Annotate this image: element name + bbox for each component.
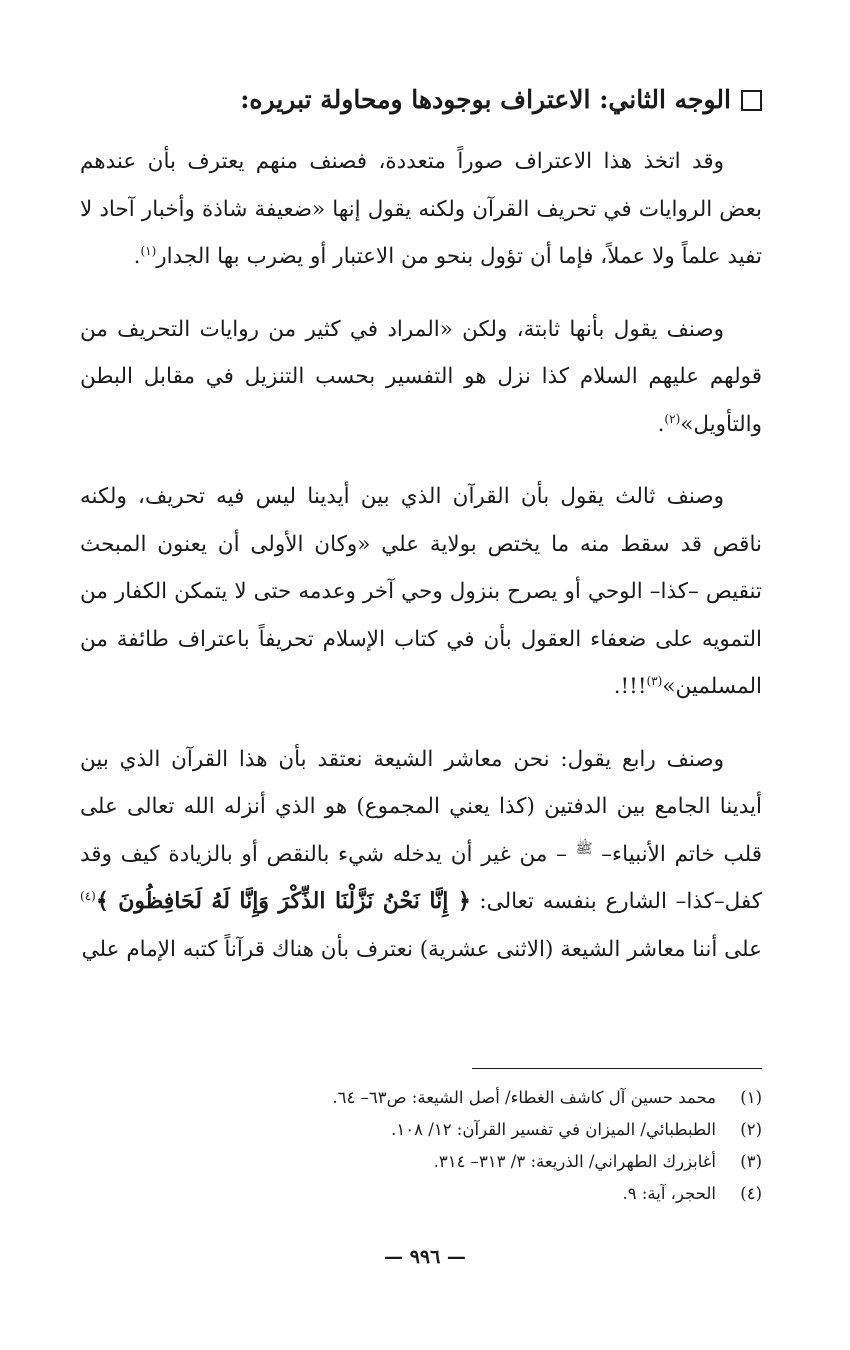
paragraph-3-text: وصنف ثالث يقول بأن القرآن الذي بين أيدينا ليس فيه تحريف، ولكنه ناقص قد سقط منه ما يختص بولاية علي «وكان الأولى أن يعنون المبحث تنقيص –كذا– الوحي أو يصرح بنزول وحي آخر وعدمه حتى لا يتمكن الكفار من التمويه على ضعفاء العقول بأن في كتاب الإسلام تحريفاً باعتراف طائفة من المسلمين» [80,484,762,699]
footnote-ref-1: (١) [140,243,157,258]
footnote-number: (٤) [740,1184,762,1203]
section-heading [82,80,762,120]
paragraph-1-text: وقد اتخذ هذا الاعتراف صوراً متعددة، فصنف منهم يعترف بأن عندهم بعض الروايات في تحريف القرآن ولكنه يقول إنها «ضعيفة شاذة وأخبار آحاد لا تفيد علماً ولا عملاً، فإما أن تؤول بنحو من الاعتبار أو يضرب بها الجدار [80,149,762,269]
paragraph-4-text-c: على أننا معاشر الشيعة (الاثنى عشرية) نعترف بأن هناك قرآناً كتبه الإمام علي [81,936,762,962]
footnote-separator [472,1068,762,1069]
footnote-item [80,1178,762,1210]
paragraph-2-text: وصنف يقول بأنها ثابتة، ولكن «المراد في كثير من روايات التحريف من قولهم عليهم السلام كذا نزل هو التفسير بحسب التنزيل في مقابل البطن والتأويل» [80,316,762,437]
paragraph-2-tail: . [657,411,665,437]
paragraph-3 [80,473,762,711]
footnote-ref-4: (٤) [80,888,96,903]
quran-verse: ﴿ إِنَّا نَحْنُ نَزَّلْنَا الذِّكْرَ وَإِنَّا لَهُ لَحَافِظُونَ ﴾ [95,888,471,914]
page-number: — ٩٩٦ — [384,1246,466,1268]
paragraph-4-text-a: وصنف رابع يقول: نحن معاشر الشيعة نعتقد بأن هذا القرآن الذي بين أيدينا الجامع بين الدفتين (كذا يعني المجموع) هو الذي أنزله الله تعالى على قلب خاتم الأنبياء– [80,746,762,867]
footnote-ref-2: (٢) [664,411,681,426]
paragraph-4 [80,736,762,974]
paragraph-1 [80,138,762,281]
footnote-item [80,1082,762,1114]
footnote-number: (٣) [740,1152,762,1171]
paragraph-3-tail: !!!. [613,674,647,699]
paragraph-1-tail: . [133,244,141,269]
footnote-item [80,1146,762,1178]
footnote-text: أغابزرك الطهراني/ الذريعة: ٣/ ٣١٣– ٣١٤. [433,1152,716,1171]
section-heading-text: الوجه الثاني: الاعتراف بوجودها ومحاولة تبريره: [240,85,731,114]
paragraph-4-text-b: – من غير أن يدخله شيء بالنقص أو بالزيادة كيف وقد كفل–كذا– الشارع بنفسه تعالى: [80,841,762,914]
footnote-ref-3: (٣) [646,673,663,688]
footnote-text: الحجر، آية: ٩. [622,1184,716,1203]
checkbox-square-icon [741,90,762,111]
footnote-number: (٢) [740,1120,762,1139]
footnote-text: محمد حسين آل كاشف الغطاء/ أصل الشيعة: ص٦٣– ٦٤. [332,1088,716,1107]
footnote-number: (١) [740,1088,762,1107]
footnote-text: الطبطبائي/ الميزان في تفسير القرآن: ١٢/ ١٠٨. [391,1120,716,1139]
paragraph-2 [80,306,762,449]
footnotes-list [80,1082,762,1210]
salawat-symbol: ﷺ [575,840,593,857]
footnote-item [80,1114,762,1146]
body-text [80,138,762,998]
